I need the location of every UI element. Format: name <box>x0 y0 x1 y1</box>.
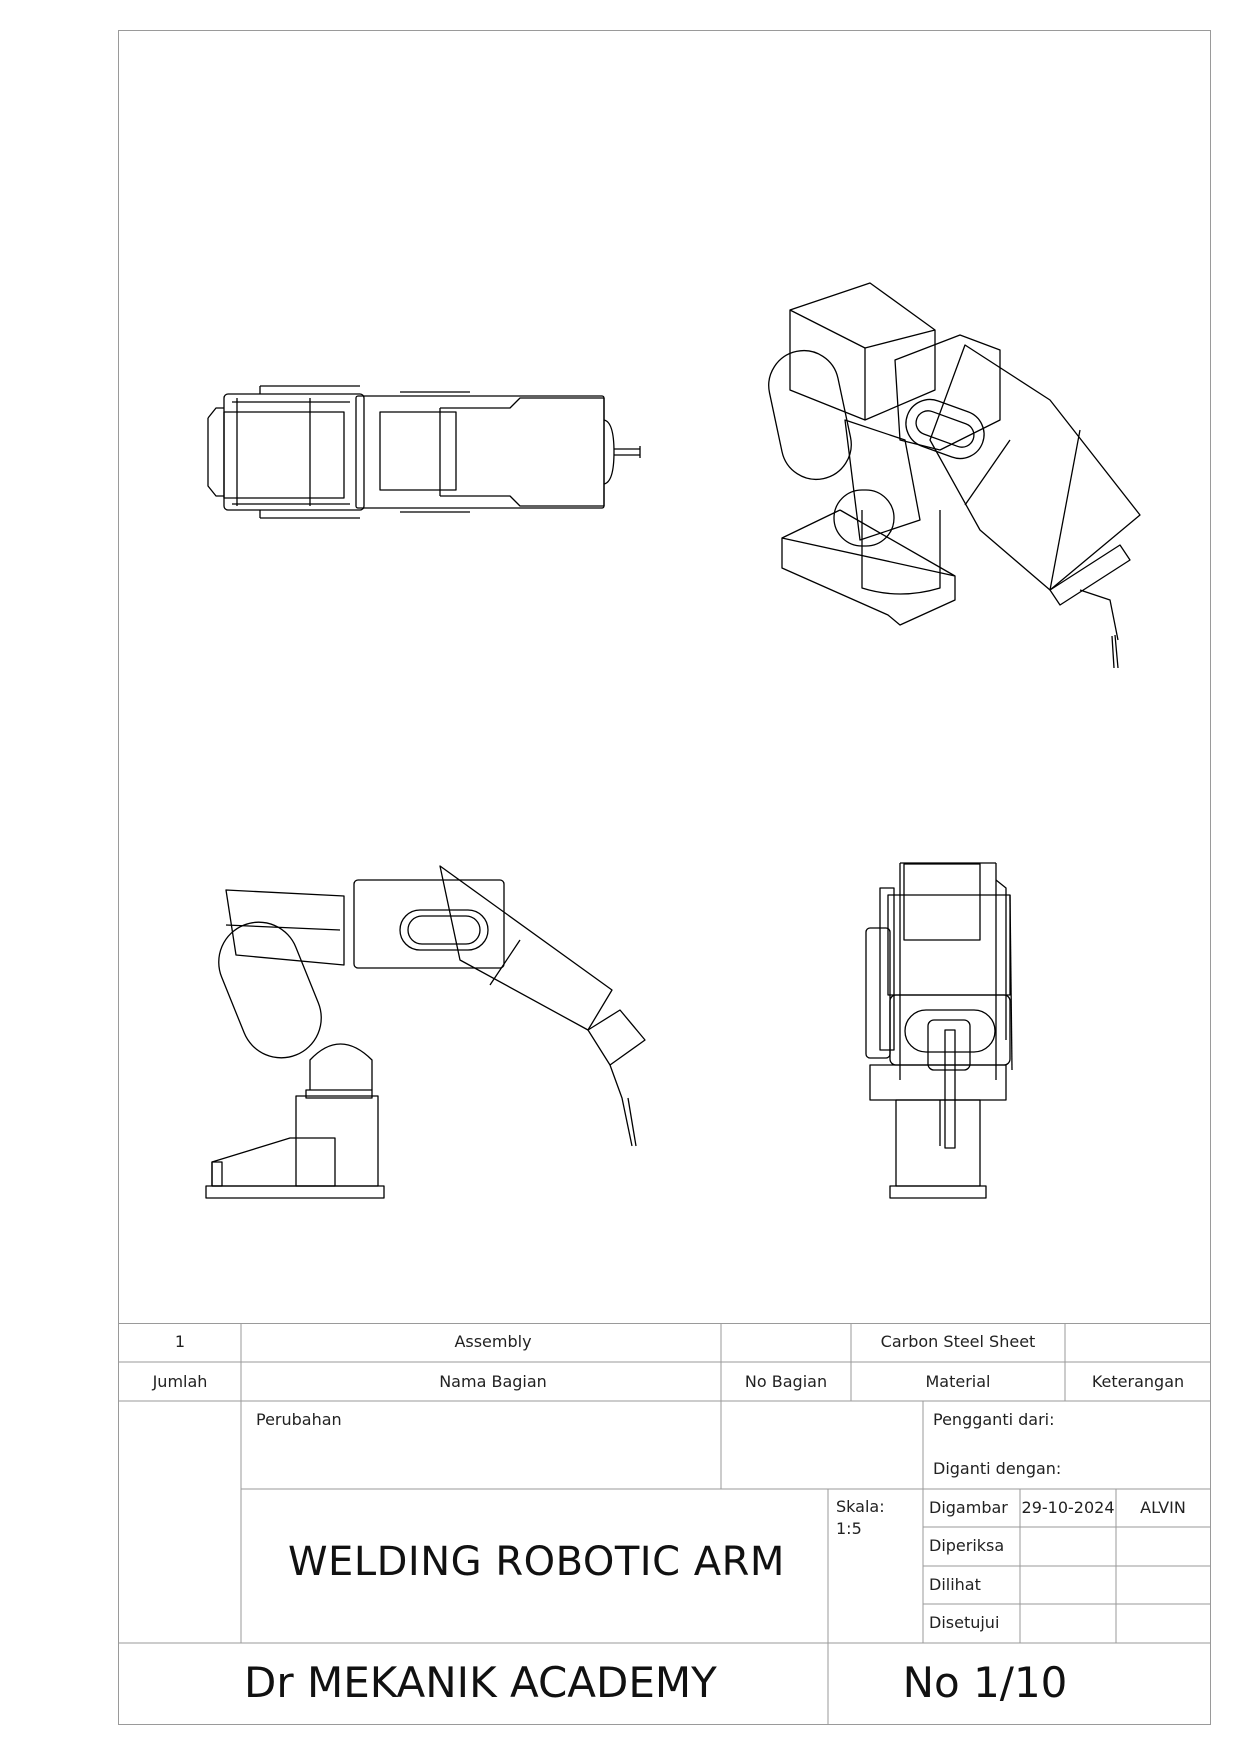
scale-label: Skala: <box>836 1497 885 1516</box>
top-view <box>208 386 640 518</box>
side-view <box>866 863 1012 1198</box>
header-remarks: Keterangan <box>1091 1372 1185 1391</box>
header-material: Material <box>925 1372 991 1391</box>
header-part-no: No Bagian <box>744 1372 828 1391</box>
approval-role: Digambar <box>929 1498 1008 1517</box>
sheet-number: No 1/10 <box>902 1658 1068 1707</box>
header-qty: Jumlah <box>152 1372 208 1391</box>
header-part-name: Nama Bagian <box>439 1372 547 1391</box>
approval-role: Dilihat <box>929 1575 981 1594</box>
isometric-view <box>762 283 1140 668</box>
revision-label: Perubahan <box>256 1410 342 1429</box>
part-name-value: Assembly <box>454 1332 532 1351</box>
approval-date: 29-10-2024 <box>1021 1498 1115 1517</box>
front-view <box>206 866 645 1198</box>
approval-role: Diperiksa <box>929 1536 1005 1555</box>
qty-value: 1 <box>174 1332 186 1351</box>
drawing-title: WELDING ROBOTIC ARM <box>288 1539 785 1585</box>
approval-name: ALVIN <box>1140 1498 1186 1517</box>
replaces-label: Pengganti dari: <box>933 1410 1055 1429</box>
scale-value: 1:5 <box>836 1519 862 1538</box>
replaced-by-label: Diganti dengan: <box>933 1459 1062 1478</box>
title-block <box>118 1323 1211 1725</box>
approval-role: Disetujui <box>929 1613 1000 1632</box>
material-value: Carbon Steel Sheet <box>880 1332 1036 1351</box>
company-name: Dr MEKANIK ACADEMY <box>244 1658 717 1707</box>
